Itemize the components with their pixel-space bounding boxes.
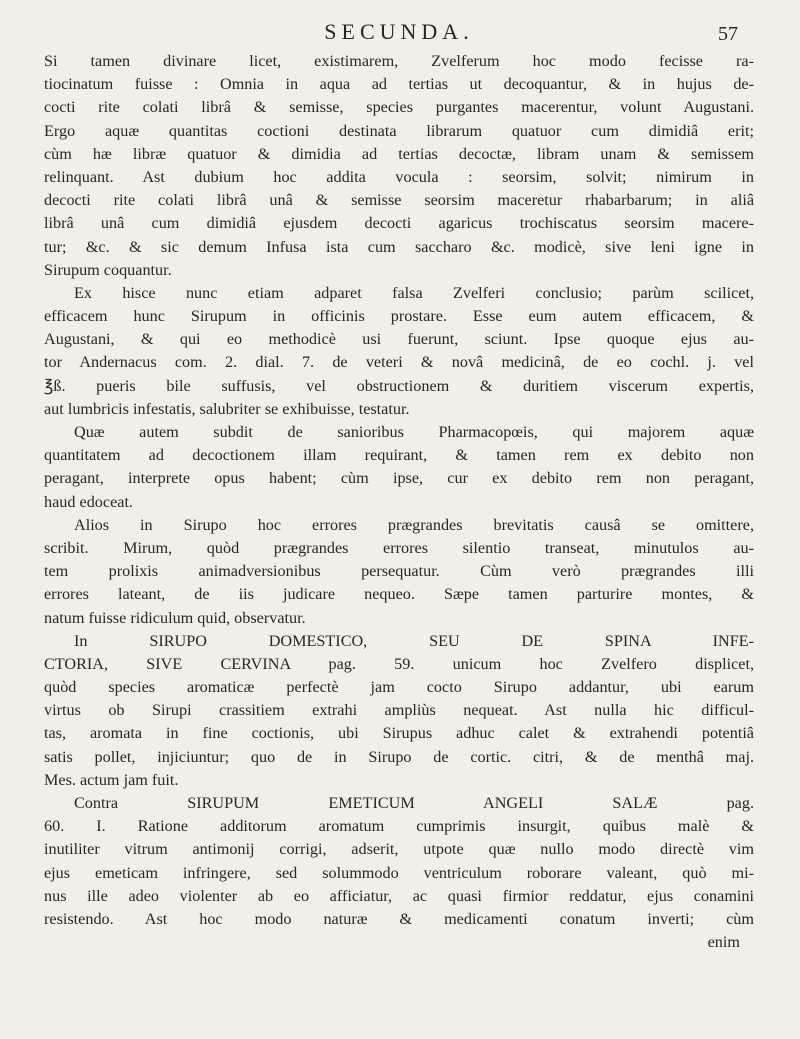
text-line: cocti rite colati librâ & semisse, species purgantes macerentur, volunt Augustani.: [44, 98, 754, 117]
text-line: tem prolixis animadversionibus persequatur. Cùm verò prægrandes illi: [44, 562, 754, 581]
text-line: quantitatem ad decoctionem illam requirant, & tamen rem ex debito non: [44, 446, 754, 465]
text-line: efficacem hunc Sirupum in officinis prostare. Esse eum autem efficacem, &: [44, 307, 754, 326]
running-head-title: SECUNDA.: [324, 19, 474, 44]
text-line: Ex hisce nunc etiam adparet falsa Zvelferi conclusio; parùm scilicet,: [74, 283, 754, 302]
text-line: peragant, interprete opus habent; cùm ipse, cur ex debito rem non peragant,: [44, 469, 754, 488]
text-line: Sirupum coquantur.: [44, 260, 172, 279]
page-number: 57: [718, 23, 738, 45]
text-line: Mes. actum jam fuit.: [44, 770, 179, 789]
text-line: tiocinatum fuisse : Omnia in aqua ad tertias ut decoquantur, & in hujus de-: [44, 75, 754, 94]
text-line: Alios in Sirupo hoc errores prægrandes brevitatis causâ se omittere,: [74, 515, 754, 534]
body-text: [44, 50, 754, 954]
text-line: ejus emeticam infringere, sed solummodo ventriculum roborare valeant, quò mi-: [44, 863, 754, 882]
text-line: haud edoceat.: [44, 492, 133, 511]
text-line: Si tamen divinare licet, existimarem, Zvelferum hoc modo fecisse ra-: [44, 52, 754, 70]
running-head: [44, 14, 754, 50]
text-line: virtus ob Sirupi crassitiem extrahi ampliùs nequeat. Ast nulla hic difficul-: [44, 701, 754, 720]
text-line: inutiliter vitrum antimonij corrigi, adserit, utpote quæ nullo modo directè vim: [44, 840, 754, 859]
text-line: CTORIA, SIVE CERVINA pag. 59. unicum hoc Zvelfero displicet,: [44, 654, 754, 673]
text-line: librâ unâ cum dimidiâ ejusdem decocti agaricus trochiscatus seorsim macere-: [44, 214, 754, 233]
text-line: cùm hæ libræ quatuor & dimidia ad tertias decoctæ, libram unam & semissem: [44, 144, 754, 163]
text-line: 60. I. Ratione additorum aromatum cumprimis insurgit, quibus malè &: [44, 817, 754, 836]
catchword: enim: [707, 933, 740, 952]
text-line: Augustani, & qui eo methodicè usi fuerunt, sciunt. Ipse quoque ejus au-: [44, 330, 754, 349]
text-line: natum fuisse ridiculum quid, observatur.: [44, 608, 306, 627]
text-line: In SIRUPO DOMESTICO, SEU DE SPINA INFE-: [74, 631, 754, 650]
text-line: aut lumbricis infestatis, salubriter se exhibuisse, testatur.: [44, 399, 410, 418]
text-line: decocti rite colati librâ unâ & semisse seorsim maceretur rhabarbarum; in aliâ: [44, 191, 754, 210]
text-line: Contra SIRUPUM EMETICUM ANGELI SALÆ pag.: [74, 794, 754, 812]
text-line: tor Andernacus com. 2. dial. 7. de veteri & novâ medicinâ, de eo cochl. j. vel: [44, 353, 754, 372]
text-line: errores lateant, de iis judicare nequeo. Sæpe tamen parturire montes, &: [44, 585, 754, 604]
text-line: resistendo. Ast hoc modo naturæ & medicamenti conatum inverti; cùm: [44, 909, 754, 928]
text-line: relinquant. Ast dubium hoc addita vocula : seorsim, solvit; nimirum in: [44, 167, 754, 186]
text-line: quòd species aromaticæ perfectè jam cocto Sirupo addantur, ubi earum: [44, 678, 754, 697]
text-line: ℥ß. pueris bile suffusis, vel obstructionem & duritiem viscerum expertis,: [44, 376, 754, 395]
text-line: satis pollet, injiciuntur; quo de in Sirupo de cortic. citri, & de menthâ maj.: [44, 747, 754, 766]
text-line: scribit. Mirum, quòd prægrandes errores silentio transeat, minutulos au-: [44, 538, 754, 557]
text-line: Ergo aquæ quantitas coctioni destinata librarum quatuor cum dimidiâ erit;: [44, 121, 754, 140]
text-line: nus ille adeo violenter ab eo afficiatur, ac quasi firmior reddatur, ejus conamini: [44, 886, 754, 905]
text-line: tur; &c. & sic demum Infusa ista cum saccharo &c. modicè, sive leni igne in: [44, 237, 754, 256]
text-line: Quæ autem subdit de sanioribus Pharmacopœis, qui majorem aquæ: [74, 423, 754, 441]
text-line: tas, aromata in fine coctionis, ubi Sirupus adhuc calet & extrahendi potentiâ: [44, 724, 754, 743]
